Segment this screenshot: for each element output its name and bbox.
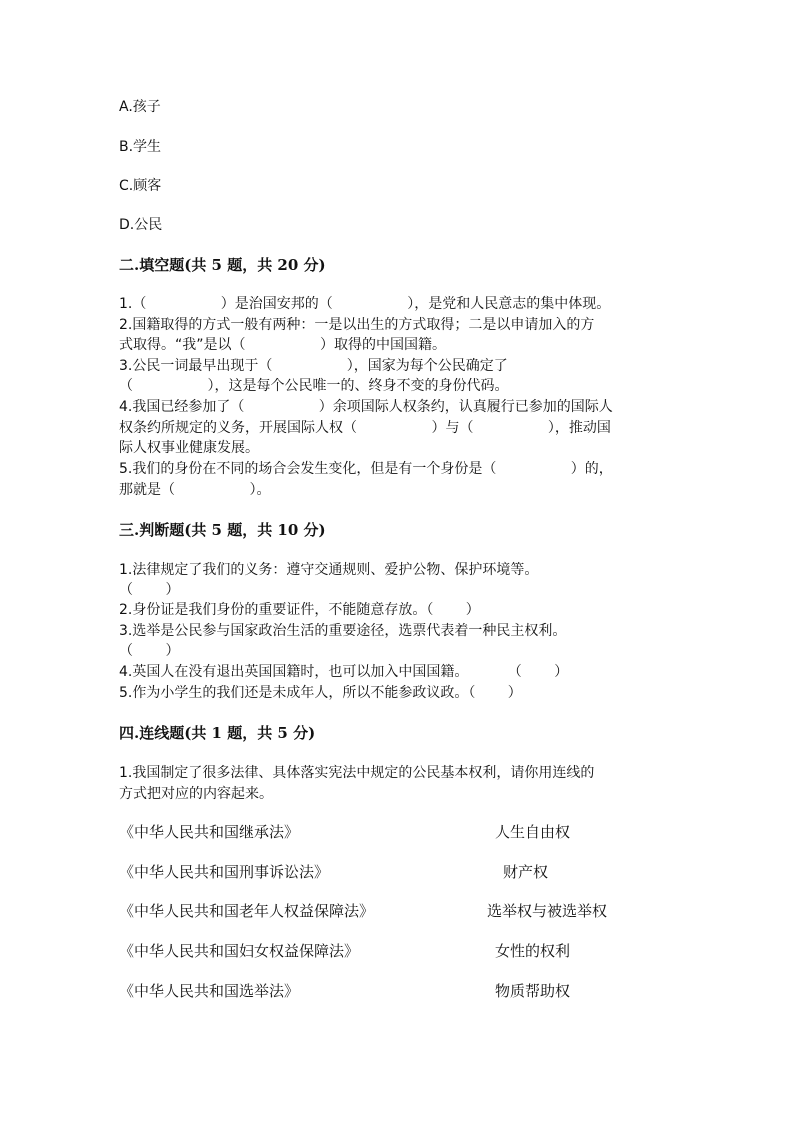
- text-line: 2.国籍取得的方式一般有两种：一是以出生的方式取得；二是以申请加入的方: [119, 317, 595, 333]
- option-c: C.顾客: [119, 178, 162, 194]
- text-line: 5.我们的身份在不同的场合会发生变化，但是有一个身份是（ ）的，: [119, 461, 613, 477]
- section-title-true-false: 三.判断题(共 5 题，共 10 分): [119, 521, 326, 539]
- text-line: 权条约所规定的义务，开展国际人权（ ）与（ ），推动国: [119, 420, 611, 436]
- match-right-item: 选举权与被选举权: [487, 902, 608, 920]
- text-line: 方式把对应的内容起来。: [119, 786, 273, 802]
- text-line: 1.我国制定了很多法律、具体落实宪法中规定的公民基本权利，请你用连线的: [119, 765, 595, 781]
- match-left-item: 《中华人民共和国继承法》: [119, 823, 300, 841]
- match-left-item: 《中华人民共和国选举法》: [119, 982, 300, 1000]
- text-line: 4.我国已经参加了（ ）余项国际人权条约，认真履行已参加的国际人: [119, 399, 613, 415]
- text-line: 1.法律规定了我们的义务：遵守交通规则、爱护公物、保护环境等。: [119, 562, 539, 578]
- text-line: 际人权事业健康发展。: [119, 440, 259, 456]
- match-right-item: 物质帮助权: [495, 982, 571, 1000]
- text-line: 1.（ ）是治国安邦的（ ），是党和人民意志的集中体现。: [119, 296, 611, 312]
- option-d: D.公民: [119, 217, 163, 233]
- section-title-fill-blank: 二.填空题(共 5 题，共 20 分): [119, 256, 326, 274]
- text-line: （ ），这是每个公民唯一的、终身不变的身份代码。: [119, 378, 509, 394]
- section-title-matching: 四.连线题(共 1 题，共 5 分): [119, 724, 316, 742]
- match-left-item: 《中华人民共和国妇女权益保障法》: [119, 942, 360, 960]
- match-left-item: 《中华人民共和国刑事诉讼法》: [119, 863, 330, 881]
- match-right-item: 财产权: [503, 863, 549, 881]
- option-b: B.学生: [119, 139, 162, 155]
- option-a: A.孩子: [119, 99, 161, 115]
- match-right-item: 人生自由权: [495, 823, 571, 841]
- text-line: 5.作为小学生的我们还是未成年人，所以不能参政议政。（ ）: [119, 685, 522, 701]
- text-line: 3.公民一词最早出现于（ ），国家为每个公民确定了: [119, 358, 508, 374]
- text-line: 式取得。“我”是以（ ）取得的中国国籍。: [119, 337, 446, 353]
- match-right-item: 女性的权利: [495, 942, 571, 960]
- text-line: 2.身份证是我们身份的重要证件，不能随意存放。（ ）: [119, 602, 480, 618]
- text-line: 4.英国人在没有退出英国国籍时，也可以加入中国国籍。 （ ）: [119, 664, 569, 680]
- match-left-item: 《中华人民共和国老年人权益保障法》: [119, 902, 375, 920]
- text-line: 3.选举是公民参与国家政治生活的重要途径，选票代表着一种民主权利。: [119, 623, 567, 639]
- text-line: （ ）: [119, 582, 180, 598]
- text-line: 那就是（ ）。: [119, 482, 271, 498]
- text-line: （ ）: [119, 643, 180, 659]
